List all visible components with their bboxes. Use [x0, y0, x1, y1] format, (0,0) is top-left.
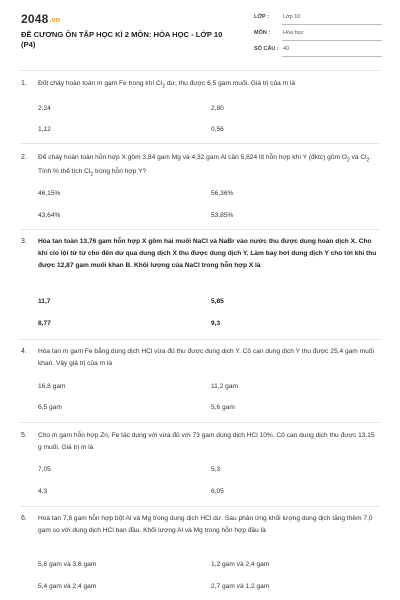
question-4-text: Hòa tan m gam Fe bằng dung dịch HCl vừa đủ thu được dung dịch Y. Cô cạn dung dịch Y thu được 25,4 gam muối khan. Vậy giá trị của m là — [38, 348, 374, 367]
answer-option[interactable]: 0,56 — [211, 126, 224, 133]
divider — [282, 24, 382, 25]
answer-option[interactable]: 5,85 — [211, 298, 224, 305]
answer-option[interactable]: 1,12 — [38, 126, 51, 133]
answer-option[interactable]: 11,2 gam — [211, 383, 239, 390]
answer-option[interactable]: 53,85% — [211, 212, 234, 219]
meta-label: LỚP : — [254, 14, 269, 20]
divider — [20, 422, 380, 423]
meta-value: Lớp 10 — [283, 14, 301, 20]
question-2-text: Để cháy hoàn toàn hỗn hợp X gồm 3,84 gam Mg và 4,32 gam Al cần 5,824 lít hỗn hợp khí Y (đktc) gồm $O_2$ và $Cl_2$. Tính % thể tích $Cl_2$ trong hỗn hợp Y? — [38, 154, 372, 178]
answer-option[interactable]: 46,15% — [38, 190, 61, 197]
answer-option[interactable]: 5,8 gam và 3,6 gam — [38, 561, 97, 568]
meta-row-subject — [252, 27, 382, 41]
meta-row-count — [252, 43, 382, 57]
answer-option[interactable]: 7,05 — [38, 466, 51, 473]
logo-suffix: .vn — [49, 17, 61, 24]
meta-value: 40 — [283, 46, 290, 52]
question-1-text: Đốt cháy hoàn toàn m gam Fe trong khí $Cl_2$ dư, thu được 6,5 gam muối. Giá trị của m là — [38, 80, 296, 90]
meta-label: SỐ CÂU : — [254, 46, 279, 52]
divider — [20, 229, 380, 230]
meta-row-class — [252, 11, 382, 25]
answer-option[interactable]: 2,24 — [38, 105, 51, 112]
answer-option[interactable]: 43,64% — [38, 212, 61, 219]
meta-value: Hóa học — [283, 30, 304, 36]
divider — [282, 56, 382, 57]
answer-option[interactable]: 2,7 gam và 1,2 gam — [211, 583, 270, 590]
answer-option[interactable]: 8,77 — [38, 320, 51, 327]
page-header — [0, 0, 400, 62]
answer-option[interactable]: 5,3 — [211, 466, 221, 473]
answer-option[interactable]: 5,4 gam và 2,4 gam — [38, 583, 97, 590]
site-logo[interactable] — [21, 12, 60, 26]
question-number: 2. — [21, 154, 27, 161]
meta-label: MÔN : — [254, 30, 271, 36]
question-number: 4. — [21, 348, 27, 355]
divider — [282, 40, 382, 41]
divider — [20, 70, 380, 71]
answer-option[interactable]: 9,3 — [211, 320, 221, 327]
question-number: 1. — [21, 80, 27, 87]
divider — [20, 506, 380, 507]
question-number: 6. — [21, 515, 27, 522]
answer-option[interactable]: 6,5 gam — [38, 404, 62, 411]
answer-option[interactable]: 5,6 gam — [211, 404, 235, 411]
question-number: 5. — [21, 432, 27, 439]
logo-text: 2048 — [21, 12, 49, 26]
page-title: ĐỀ CƯƠNG ÔN TẬP HỌC KÌ 2 MÔN: HÓA HỌC - LỚP 10 (P4) — [21, 30, 223, 49]
question-6-text: Hoà tan 7,8 gam hỗn hợp bột Al và Mg trong dung dịch HCl dư. Sau phản ứng khối lượng dung dịch tăng thêm 7,0 gam so với dung dịch HCl ban đầu. Khối lượng Al và Mg trong hỗn hợp đầu là — [38, 515, 373, 534]
answer-option[interactable]: 11,7 — [38, 298, 51, 305]
question-3-text: Hòa tan toàn 13,76 gam hỗn hợp X gồm hai muối NaCl và NaBr vào nước thu được dung hoàn dịch X. Cho khí clo lội từ từ cho đến dư qua dung dịch X thu được dung dịch Y. Làm bay hơi dung dịch Y cho tới khi thu được 12,87 gam muối khan B. Khối lượng của NaCl trong hỗn hợp X là — [38, 238, 377, 269]
answer-option[interactable]: 1,2 gam và 2,4 gam — [211, 561, 270, 568]
question-number: 3. — [21, 238, 27, 245]
answer-option[interactable]: 56,36% — [211, 190, 234, 197]
answer-option[interactable]: 2,80 — [211, 105, 224, 112]
divider — [20, 339, 380, 340]
answer-option[interactable]: 4,3 — [38, 488, 48, 495]
answer-option[interactable]: 16,8 gam — [38, 383, 66, 390]
divider — [20, 143, 380, 144]
answer-option[interactable]: 6,05 — [211, 488, 224, 495]
question-5-text: Cho m gam hỗn hợp Zn, Fe tác dụng với vừa đủ với 73 gam dung dịch HCl 10%. Cô cạn dung dịch thu được 13,15 g muối. Giá trị m là — [38, 432, 375, 451]
